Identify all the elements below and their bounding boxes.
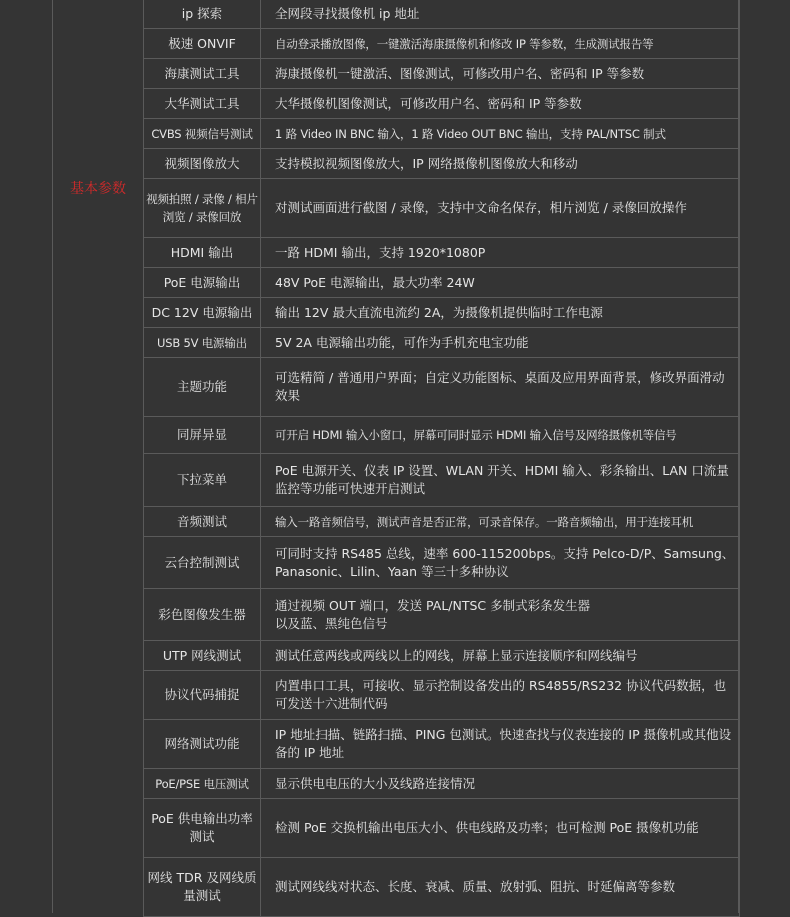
table-row xyxy=(144,358,740,417)
table-row xyxy=(144,59,740,89)
spec-name: HDMI 输出 xyxy=(144,238,261,268)
spec-name: 大华测试工具 xyxy=(144,89,261,119)
spec-name: CVBS 视频信号测试 xyxy=(144,119,261,149)
spec-desc: 一路 HDMI 输出，支持 1920*1080P xyxy=(261,238,740,268)
spec-name: 下拉菜单 xyxy=(144,454,261,507)
spec-name: 网线 TDR 及网线质量测试 xyxy=(144,858,261,917)
spec-desc: 可选精简 / 普通用户界面；自定义功能图标、桌面及应用界面背景，修改界面滑动效果 xyxy=(261,358,740,417)
table-row xyxy=(144,298,740,328)
spec-desc: 输出 12V 最大直流电流约 2A，为摄像机提供临时工作电源 xyxy=(261,298,740,328)
table-row xyxy=(144,589,740,641)
table-row xyxy=(144,671,740,720)
spec-table xyxy=(143,0,740,917)
spec-desc: 48V PoE 电源输出，最大功率 24W xyxy=(261,268,740,298)
table-row xyxy=(144,0,740,29)
spec-name: 同屏异显 xyxy=(144,417,261,454)
spec-name: 极速 ONVIF xyxy=(144,29,261,59)
spec-desc: 输入一路音频信号，测试声音是否正常，可录音保存。一路音频输出，用于连接耳机 xyxy=(261,507,740,537)
spec-name: 彩色图像发生器 xyxy=(144,589,261,641)
spec-name: 网络测试功能 xyxy=(144,720,261,769)
table-row xyxy=(144,29,740,59)
spec-name: ip 探索 xyxy=(144,0,261,29)
spec-desc: 测试网线线对状态、长度、衰减、质量、放射弧、阻抗、时延偏离等参数 xyxy=(261,858,740,917)
spec-name: DC 12V 电源输出 xyxy=(144,298,261,328)
spec-desc: 海康摄像机一键激活、图像测试，可修改用户名、密码和 IP 等参数 xyxy=(261,59,740,89)
spec-desc: IP 地址扫描、链路扫描、PING 包测试。快速查找与仪表连接的 IP 摄像机或其他设备的 IP 地址 xyxy=(261,720,740,769)
spec-name: 海康测试工具 xyxy=(144,59,261,89)
table-row xyxy=(144,417,740,454)
spec-name: PoE 供电输出功率测试 xyxy=(144,799,261,858)
spec-desc: 显示供电电压的大小及线路连接情况 xyxy=(261,769,740,799)
table-row xyxy=(144,238,740,268)
spec-name: PoE 电源输出 xyxy=(144,268,261,298)
spec-name: 视频拍照 / 录像 / 相片浏览 / 录像回放 xyxy=(144,179,261,238)
spec-name: 音频测试 xyxy=(144,507,261,537)
spec-desc: 大华摄像机图像测试，可修改用户名、密码和 IP 等参数 xyxy=(261,89,740,119)
spec-name: 视频图像放大 xyxy=(144,149,261,179)
table-row xyxy=(144,537,740,589)
table-row xyxy=(144,328,740,358)
spec-desc: PoE 电源开关、仪表 IP 设置、WLAN 开关、HDMI 输入、彩条输出、LAN 口流量监控等功能可快速开启测试 xyxy=(261,454,740,507)
spec-name: 协议代码捕捉 xyxy=(144,671,261,720)
spec-desc: 测试任意两线或两线以上的网线，屏幕上显示连接顺序和网线编号 xyxy=(261,641,740,671)
table-row xyxy=(144,641,740,671)
table-row xyxy=(144,149,740,179)
spec-desc: 1 路 Video IN BNC 输入，1 路 Video OUT BNC 输出，支持 PAL/NTSC 制式 xyxy=(261,119,740,149)
spec-desc: 自动登录播放图像，一键激活海康摄像机和修改 IP 等参数，生成测试报告等 xyxy=(261,29,740,59)
spec-desc: 检测 PoE 交换机输出电压大小、供电线路及功率；也可检测 PoE 摄像机功能 xyxy=(261,799,740,858)
spec-desc: 5V 2A 电源输出功能，可作为手机充电宝功能 xyxy=(261,328,740,358)
table-row xyxy=(144,720,740,769)
table-row xyxy=(144,507,740,537)
spec-name: PoE/PSE 电压测试 xyxy=(144,769,261,799)
table-row xyxy=(144,268,740,298)
spec-name: USB 5V 电源输出 xyxy=(144,328,261,358)
spec-name: 云台控制测试 xyxy=(144,537,261,589)
spec-desc: 对测试画面进行截图 / 录像，支持中文命名保存，相片浏览 / 录像回放操作 xyxy=(261,179,740,238)
table-row xyxy=(144,799,740,858)
table-row xyxy=(144,769,740,799)
table-row xyxy=(144,454,740,507)
spec-name: 主题功能 xyxy=(144,358,261,417)
spec-desc: 内置串口工具，可接收、显示控制设备发出的 RS4855/RS232 协议代码数据，也可发送十六进制代码 xyxy=(261,671,740,720)
left-border-line xyxy=(52,0,53,913)
section-label: 基本参数 xyxy=(70,181,126,197)
spec-desc: 通过视频 OUT 端口，发送 PAL/NTSC 多制式彩条发生器 以及蓝、黑纯色信号 xyxy=(261,589,740,641)
spec-desc: 支持模拟视频图像放大，IP 网络摄像机图像放大和移动 xyxy=(261,149,740,179)
spec-name: UTP 网线测试 xyxy=(144,641,261,671)
spec-desc: 可同时支持 RS485 总线，速率 600-115200bps。支持 Pelco-D/P、Samsung、Panasonic、Lilin、Yaan 等三十多种协议 xyxy=(261,537,740,589)
spec-desc: 全网段寻找摄像机 ip 地址 xyxy=(261,0,740,29)
table-row xyxy=(144,89,740,119)
table-row xyxy=(144,858,740,917)
table-row xyxy=(144,119,740,149)
spec-desc: 可开启 HDMI 输入小窗口，屏幕可同时显示 HDMI 输入信号及网络摄像机等信号 xyxy=(261,417,740,454)
table-row xyxy=(144,179,740,238)
